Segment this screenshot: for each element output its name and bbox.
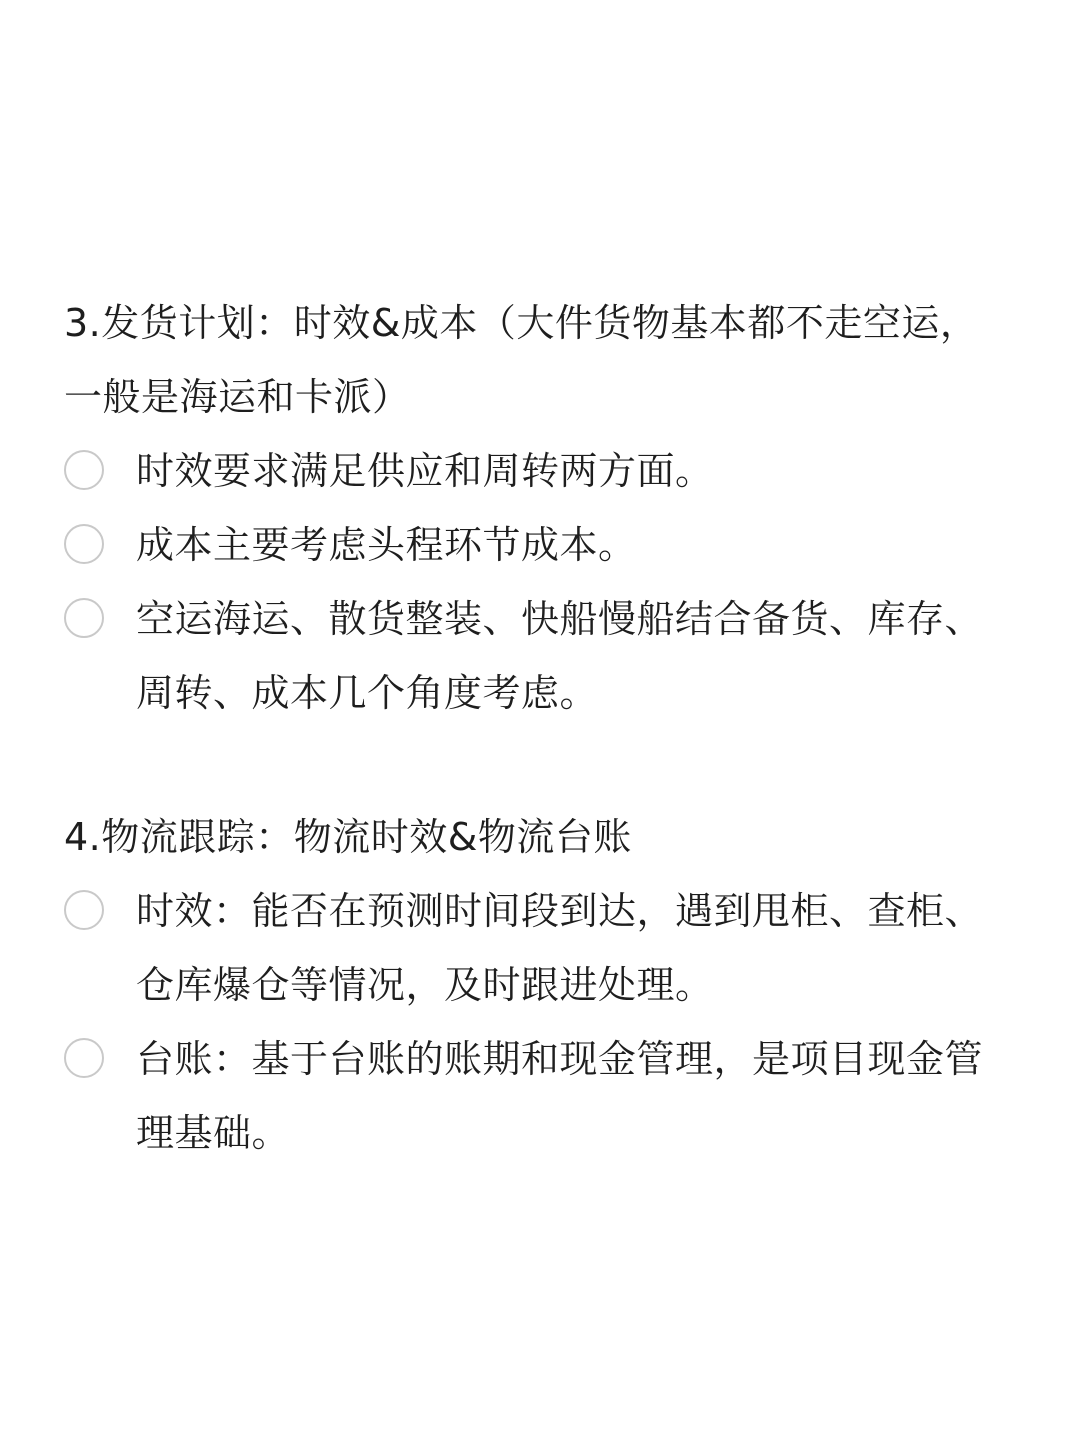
checklist xyxy=(64,434,1004,730)
checklist-item-text: 时效要求满足供应和周转两方面。 xyxy=(136,449,714,493)
checklist-item-text: 台账：基于台账的账期和现金管理，是项目现金管理基础。 xyxy=(136,1037,984,1155)
section-heading: 3.发货计划：时效&成本（大件货物基本都不走空运，一般是海运和卡派） xyxy=(64,301,979,419)
checkbox-circle-icon[interactable] xyxy=(64,598,104,638)
checklist-item xyxy=(64,434,1004,508)
checklist-item-text: 空运海运、散货整装、快船慢船结合备货、库存、周转、成本几个角度考虑。 xyxy=(136,597,984,715)
checklist-item-text: 时效：能否在预测时间段到达，遇到甩柜、查柜、仓库爆仓等情况，及时跟进处理。 xyxy=(136,889,984,1007)
checklist-item-text: 成本主要考虑头程环节成本。 xyxy=(136,523,637,567)
section-shipping-plan xyxy=(64,286,1004,730)
checkbox-circle-icon[interactable] xyxy=(64,890,104,930)
checklist-item xyxy=(64,508,1004,582)
section-logistics-tracking xyxy=(64,800,1004,1170)
checkbox-circle-icon[interactable] xyxy=(64,450,104,490)
checklist-item xyxy=(64,1022,1004,1170)
checkbox-circle-icon[interactable] xyxy=(64,524,104,564)
checklist-item xyxy=(64,582,1004,730)
section-heading: 4.物流跟踪：物流时效&物流台账 xyxy=(64,815,632,859)
checklist-item xyxy=(64,874,1004,1022)
checklist xyxy=(64,874,1004,1170)
checkbox-circle-icon[interactable] xyxy=(64,1038,104,1078)
